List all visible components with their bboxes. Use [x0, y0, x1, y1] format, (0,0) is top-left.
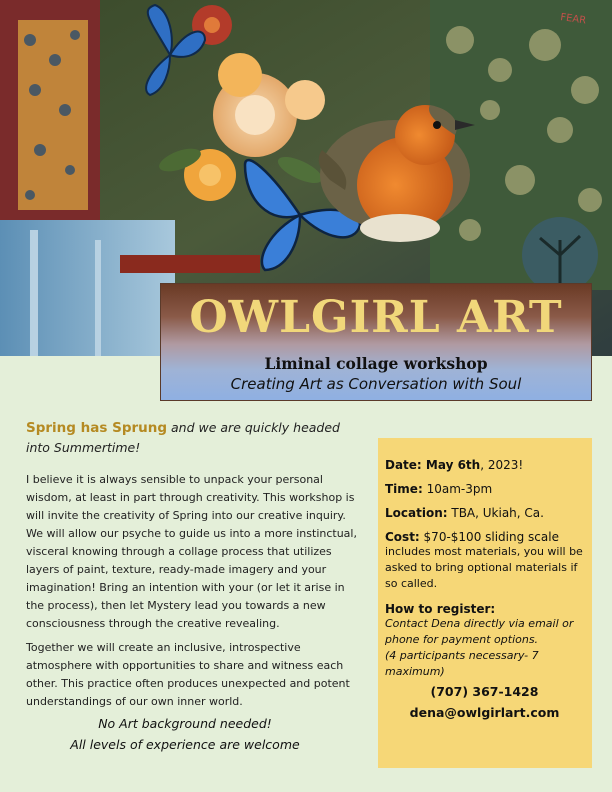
location-row: [385, 506, 584, 520]
participants-note: (4 participants necessary- 7 maximum): [385, 649, 539, 678]
intro-rest: and we are quickly headed into Summertime!: [26, 420, 340, 455]
fear-text: FEAR: [559, 12, 587, 27]
intro-heading: [26, 418, 366, 458]
cost-label: Cost:: [385, 530, 420, 544]
date-label: Date:: [385, 458, 422, 472]
workshop-subtitle: Liminal collage workshop: [264, 354, 488, 373]
intro-highlight: Spring has Sprung: [26, 420, 168, 436]
phone-number[interactable]: (707) 367-1428: [430, 684, 539, 699]
register-text: Contact Dena directly via email or phone for payment options.: [385, 617, 574, 646]
date-year: , 2023!: [480, 458, 524, 472]
cost-note: includes most materials, you will be asked to bring optional materials if so called.: [385, 545, 583, 590]
title-banner: [160, 283, 592, 401]
closing-line-1: No Art background needed!: [98, 716, 272, 731]
location-label: Location:: [385, 506, 448, 520]
event-info-box: [378, 438, 592, 768]
time-label: Time:: [385, 482, 423, 496]
register-label: How to register:: [385, 602, 496, 616]
description-paragraph-1: I believe it is always sensible to unpack your personal wisdom, at least in part through creativity. This workshop is will invite the creativity of Spring into our creative inquiry. We will allow our psyche to guide us into a more instinctual, visceral knowing through a collage process that utilizes layers of paint, texture, ready-made imagery and your imagination! Bring an intention with your (or let it arise in the process), then let Mystery lead you towards a new consciousness through the creative revealing.: [26, 473, 357, 630]
closing-line-2: All levels of experience are welcome: [70, 737, 300, 752]
workshop-tagline: Creating Art as Conversation with Soul: [230, 375, 522, 393]
date-value: May 6th: [421, 458, 481, 472]
date-row: [385, 458, 584, 472]
closing-note: [26, 713, 344, 755]
main-title: OWLGIRL ART: [189, 292, 563, 343]
description-paragraph-2: Together we will create an inclusive, introspective atmosphere with opportunities to share and witness each other. This practice often produces unexpected and potent understandings of our own inner world.: [26, 641, 350, 708]
time-row: [385, 482, 584, 496]
location-value: TBA, Ukiah, Ca.: [447, 506, 544, 520]
email-address[interactable]: dena@owlgirlart.com: [409, 705, 560, 720]
cost-row: [385, 530, 584, 592]
time-value: 10am-3pm: [422, 482, 493, 496]
cost-value: $70-$100 sliding scale: [419, 530, 559, 544]
